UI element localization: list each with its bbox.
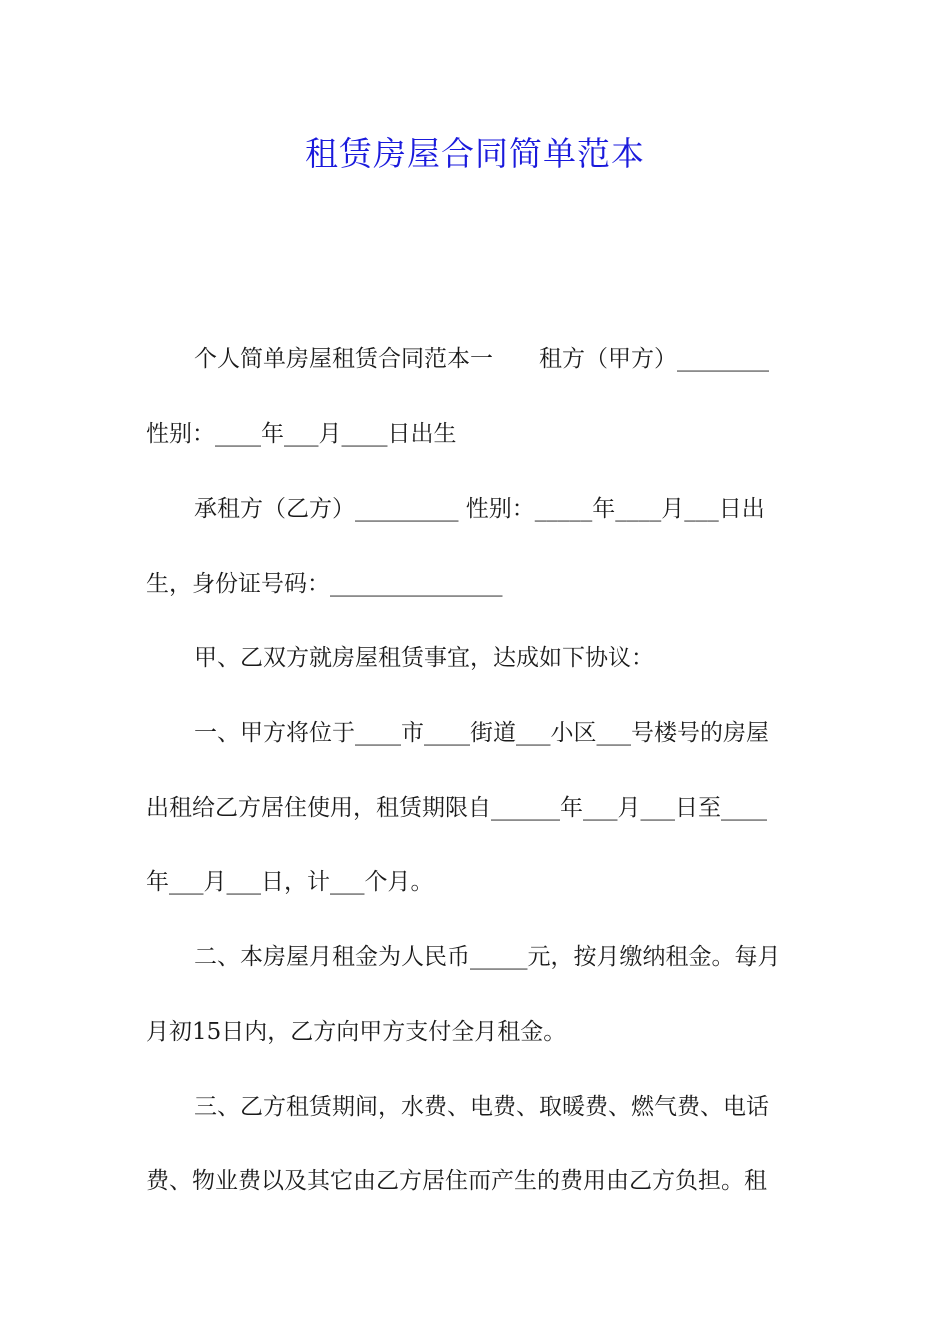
paragraph-line-11: 三、乙方租赁期间，水费、电费、取暖费、燃气费、电话 bbox=[194, 1094, 769, 1120]
document-title: 租赁房屋合同简单范本 bbox=[305, 134, 645, 173]
paragraph-line-2: 性别：____年___月____日出生 bbox=[146, 421, 457, 447]
paragraph-line-7: 出租给乙方居住使用，租赁期限自______年___月___日至____ bbox=[146, 795, 767, 821]
paragraph-line-8: 年___月___日，计___个月。 bbox=[146, 869, 434, 895]
paragraph-line-10: 月初15日内，乙方向甲方支付全月租金。 bbox=[146, 1019, 567, 1045]
paragraph-line-3: 承租方（乙方）_________ 性别：_____年____月___日出 bbox=[194, 496, 765, 522]
paragraph-line-1: 个人简单房屋租赁合同范本一 租方（甲方）________ bbox=[194, 346, 769, 372]
paragraph-line-4: 生，身份证号码：_______________ bbox=[146, 571, 503, 597]
paragraph-line-9: 二、本房屋月租金为人民币_____元，按月缴纳租金。每月 bbox=[194, 944, 781, 970]
paragraph-line-5: 甲、乙双方就房屋租赁事宜，达成如下协议： bbox=[194, 645, 654, 671]
paragraph-line-12: 费、物业费以及其它由乙方居住而产生的费用由乙方负担。租 bbox=[146, 1168, 767, 1194]
paragraph-line-6: 一、甲方将位于____市____街道___小区___号楼号的房屋 bbox=[194, 720, 769, 746]
